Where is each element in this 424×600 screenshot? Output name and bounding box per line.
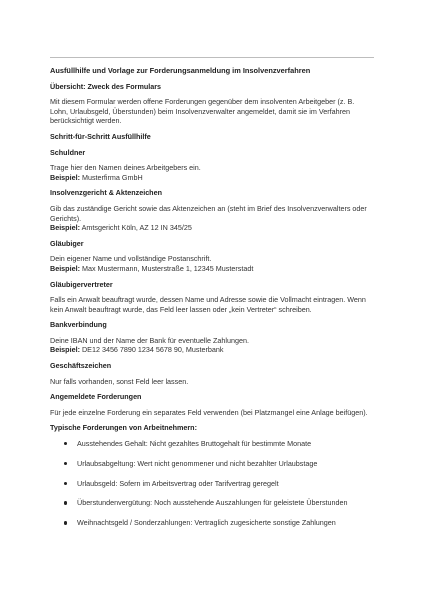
field-heading: Geschäftszeichen [50, 361, 112, 371]
field-text: Für jede einzelne Forderung ein separates Feld verwenden (bei Platzmangel eine Anlage beifügen). [50, 407, 368, 417]
list-item [50, 459, 374, 469]
typical-claims-heading: Typische Forderungen von Arbeitnehmern: [50, 423, 197, 433]
field-heading: Schuldner [50, 147, 86, 157]
field-section-glaeubigervertreter [50, 280, 374, 315]
example-label: Beispiel: [50, 223, 80, 233]
example-label: Beispiel: [50, 345, 80, 355]
field-text: Falls ein Anwalt beauftragt wurde, dessen Name und Adresse sowie die Vollmacht eintragen. Wenn kein Anwalt beauftragt wurde, das Feld leer lassen oder „kein Vertreter“ schreiben. [50, 295, 366, 314]
field-example-line [50, 345, 374, 355]
field-heading: Bankverbindung [50, 320, 107, 330]
bullet-icon [64, 442, 67, 445]
list-item [50, 479, 374, 489]
list-item-text: Urlaubsabgeltung: Wert nicht genommener und nicht bezahlter Urlaubstage [77, 458, 318, 468]
field-section-schuldner [50, 148, 374, 183]
field-description: Deine IBAN und der Name der Bank für eventuelle Zahlungen. [50, 335, 249, 345]
bullet-icon [64, 521, 67, 524]
example-label: Beispiel: [50, 263, 80, 273]
list-item-text: Urlaubsgeld: Sofern im Arbeitsvertrag oder Tarifvertrag geregelt [77, 478, 279, 488]
list-item-text: Ausstehendes Gehalt: Nicht gezahltes Bruttogehalt für bestimmte Monate [77, 439, 312, 449]
field-example-line [50, 264, 374, 274]
list-item [50, 518, 374, 528]
field-example-line [50, 223, 374, 233]
field-description: Trage hier den Namen deines Arbeitgebers ein. [50, 163, 201, 173]
field-description: Gib das zuständige Gericht sowie das Aktenzeichen an (steht im Brief des Insolvenzverwalters oder Gerichts). [50, 203, 367, 223]
bullet-icon [64, 501, 67, 504]
field-section-bankverbindung [50, 320, 374, 355]
field-text: Nur falls vorhanden, sonst Feld leer lassen. [50, 376, 189, 386]
guide-heading: Schritt-für-Schritt Ausfüllhilfe [50, 131, 151, 141]
field-heading: Gläubigervertreter [50, 279, 113, 289]
field-section-forderungen [50, 392, 374, 417]
list-item [50, 439, 374, 449]
field-heading: Gläubiger [50, 238, 84, 248]
field-heading: Insolvenzgericht & Aktenzeichen [50, 188, 162, 198]
field-heading: Angemeldete Forderungen [50, 392, 142, 402]
list-item-text: Weihnachtsgeld / Sonderzahlungen: Vertraglich zugesicherte sonstige Zahlungen [77, 518, 336, 528]
example-value: DE12 3456 7890 1234 5678 90, Musterbank [81, 345, 224, 355]
field-section-geschaeftszeichen [50, 361, 374, 386]
document-content [50, 66, 374, 538]
example-value: Amtsgericht Köln, AZ 12 IN 345/25 [81, 223, 192, 233]
example-value: Musterfirma GmbH [81, 172, 143, 182]
typical-claims-list [50, 439, 374, 528]
field-text [50, 254, 374, 273]
field-section-glaeubiger [50, 239, 374, 274]
top-divider [50, 57, 374, 58]
field-example-line [50, 173, 374, 183]
purpose-text: Mit diesem Formular werden offene Forderungen gegenüber dem insolventen Arbeitgeber (z. B. Lohn, Urlaubsgeld, Überstunden) beim Insolvenzverwalter angemeldet, damit sie im Verfahren berücksichtigt werden. [50, 97, 355, 126]
field-text [50, 204, 374, 233]
field-text [50, 336, 374, 355]
example-label: Beispiel: [50, 172, 80, 182]
purpose-heading: Übersicht: Zweck des Formulars [50, 81, 162, 91]
field-description: Dein eigener Name und vollständige Postanschrift. [50, 254, 212, 264]
bullet-icon [64, 462, 67, 465]
field-text [50, 163, 374, 182]
example-value: Max Mustermann, Musterstraße 1, 12345 Musterstadt [81, 263, 254, 273]
list-item-text: Überstundenvergütung: Noch ausstehende Auszahlungen für geleistete Überstunden [77, 498, 348, 508]
list-item [50, 498, 374, 508]
bullet-icon [64, 482, 67, 485]
document-title: Ausfüllhilfe und Vorlage zur Forderungsanmeldung im Insolvenzverfahren [50, 66, 311, 75]
field-section-insolvenzgericht [50, 188, 374, 232]
